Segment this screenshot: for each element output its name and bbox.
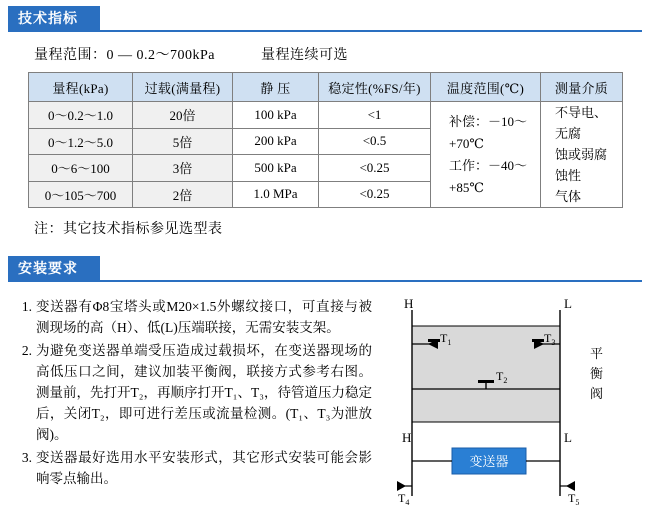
label-h-bottom: H xyxy=(402,430,412,445)
col-header-range: 量程(kPa) xyxy=(29,73,133,102)
technical-specs-section xyxy=(0,0,650,238)
media-line-3: 气体 xyxy=(555,189,582,204)
label-l-top: L xyxy=(564,296,572,311)
cell-media xyxy=(541,102,623,208)
installation-section xyxy=(0,256,650,506)
list-item-number: 2. xyxy=(21,343,32,358)
col-header-static-pressure: 静 压 xyxy=(233,73,319,102)
installation-list xyxy=(14,296,372,506)
cell-static: 200 kPa xyxy=(233,128,319,155)
cell-stability: <1 xyxy=(319,102,431,129)
label-balance-valve-2: 衡 xyxy=(590,366,604,381)
valve-t4-body xyxy=(397,481,406,491)
col-header-media: 测量介质 xyxy=(541,73,623,102)
label-h-top: H xyxy=(404,296,414,311)
label-balance-valve-3: 阀 xyxy=(590,386,604,401)
list-item-text: 变送器最好选用水平安装形式，其它形式安装可能会影响零点输出。 xyxy=(36,450,372,486)
temp-operating: 工作：－40～+85℃ xyxy=(449,157,528,195)
col-header-temperature: 温度范围(℃) xyxy=(431,73,541,102)
list-item-text: 变送器有Φ8宝塔头或M20×1.5外螺纹接口，可直接与被测现场的高（H）、低(L)压端联接，无需安装支架。 xyxy=(36,299,372,335)
transmitter-label: 变送器 xyxy=(469,454,509,469)
temp-compensation: 补偿：－10～+70℃ xyxy=(449,113,528,151)
media-line-1: 不导电、无腐 xyxy=(555,105,608,141)
cell-range: 0～0.2～1.0 xyxy=(29,102,133,129)
cell-range: 0～1.2～5.0 xyxy=(29,128,133,155)
list-item-number: 3. xyxy=(21,450,32,465)
installation-title: 安装要求 xyxy=(8,256,100,280)
cell-stability: <0.25 xyxy=(319,181,431,208)
label-t2: $T_2$ xyxy=(496,369,508,385)
range-line xyxy=(34,44,650,64)
spec-table xyxy=(28,72,623,208)
cell-stability: <0.5 xyxy=(319,128,431,155)
label-t5: $T_5$ xyxy=(568,491,580,507)
installation-header xyxy=(8,256,642,282)
range-label: 量程范围：0 — 0.2～700kPa xyxy=(34,48,215,63)
list-item-text: 为避免变送器单端受压造成过载损坏，在变送器现场的高低压口之间，建议加装平衡阀，联接方式参考右图。测量前，先打开T₂，再顺序打开T₁、T₃，待管道压力稳定后，关闭T₂，即可进行差压或流量检测。(T₁、T₃为泄放阀)。 xyxy=(36,343,372,442)
installation-diagram xyxy=(378,296,650,506)
cell-overload: 2倍 xyxy=(133,181,233,208)
spec-footnote: 注：其它技术指标参见选型表 xyxy=(34,222,223,237)
list-item xyxy=(14,296,372,338)
list-item xyxy=(14,447,372,489)
range-note: 量程连续可选 xyxy=(261,48,348,63)
cell-range: 0～6～100 xyxy=(29,155,133,182)
table-row xyxy=(29,102,623,129)
cell-static: 100 kPa xyxy=(233,102,319,129)
cell-static: 500 kPa xyxy=(233,155,319,182)
cell-range: 0～105～700 xyxy=(29,181,133,208)
cell-static: 1.0 MPa xyxy=(233,181,319,208)
technical-specs-title: 技术指标 xyxy=(8,6,100,30)
cell-overload: 3倍 xyxy=(133,155,233,182)
col-header-overload: 过载(满量程) xyxy=(133,73,233,102)
media-line-2: 蚀或弱腐蚀性 xyxy=(555,147,608,183)
label-l-bottom: L xyxy=(564,430,572,445)
label-balance-valve-1: 平 xyxy=(590,346,604,361)
table-header-row xyxy=(29,73,623,102)
list-item xyxy=(14,340,372,445)
label-t1: $T_1$ xyxy=(440,331,452,347)
installation-body xyxy=(0,296,650,506)
label-t3: $T_3$ xyxy=(544,331,556,347)
col-header-stability: 稳定性(%FS/年) xyxy=(319,73,431,102)
valve-t5-body xyxy=(566,481,575,491)
cell-stability: <0.25 xyxy=(319,155,431,182)
cell-temperature xyxy=(431,102,541,208)
list-item-number: 1. xyxy=(21,299,32,314)
cell-overload: 20倍 xyxy=(133,102,233,129)
label-t4: $T_4$ xyxy=(398,491,410,507)
technical-specs-header xyxy=(8,6,642,32)
cell-overload: 5倍 xyxy=(133,128,233,155)
